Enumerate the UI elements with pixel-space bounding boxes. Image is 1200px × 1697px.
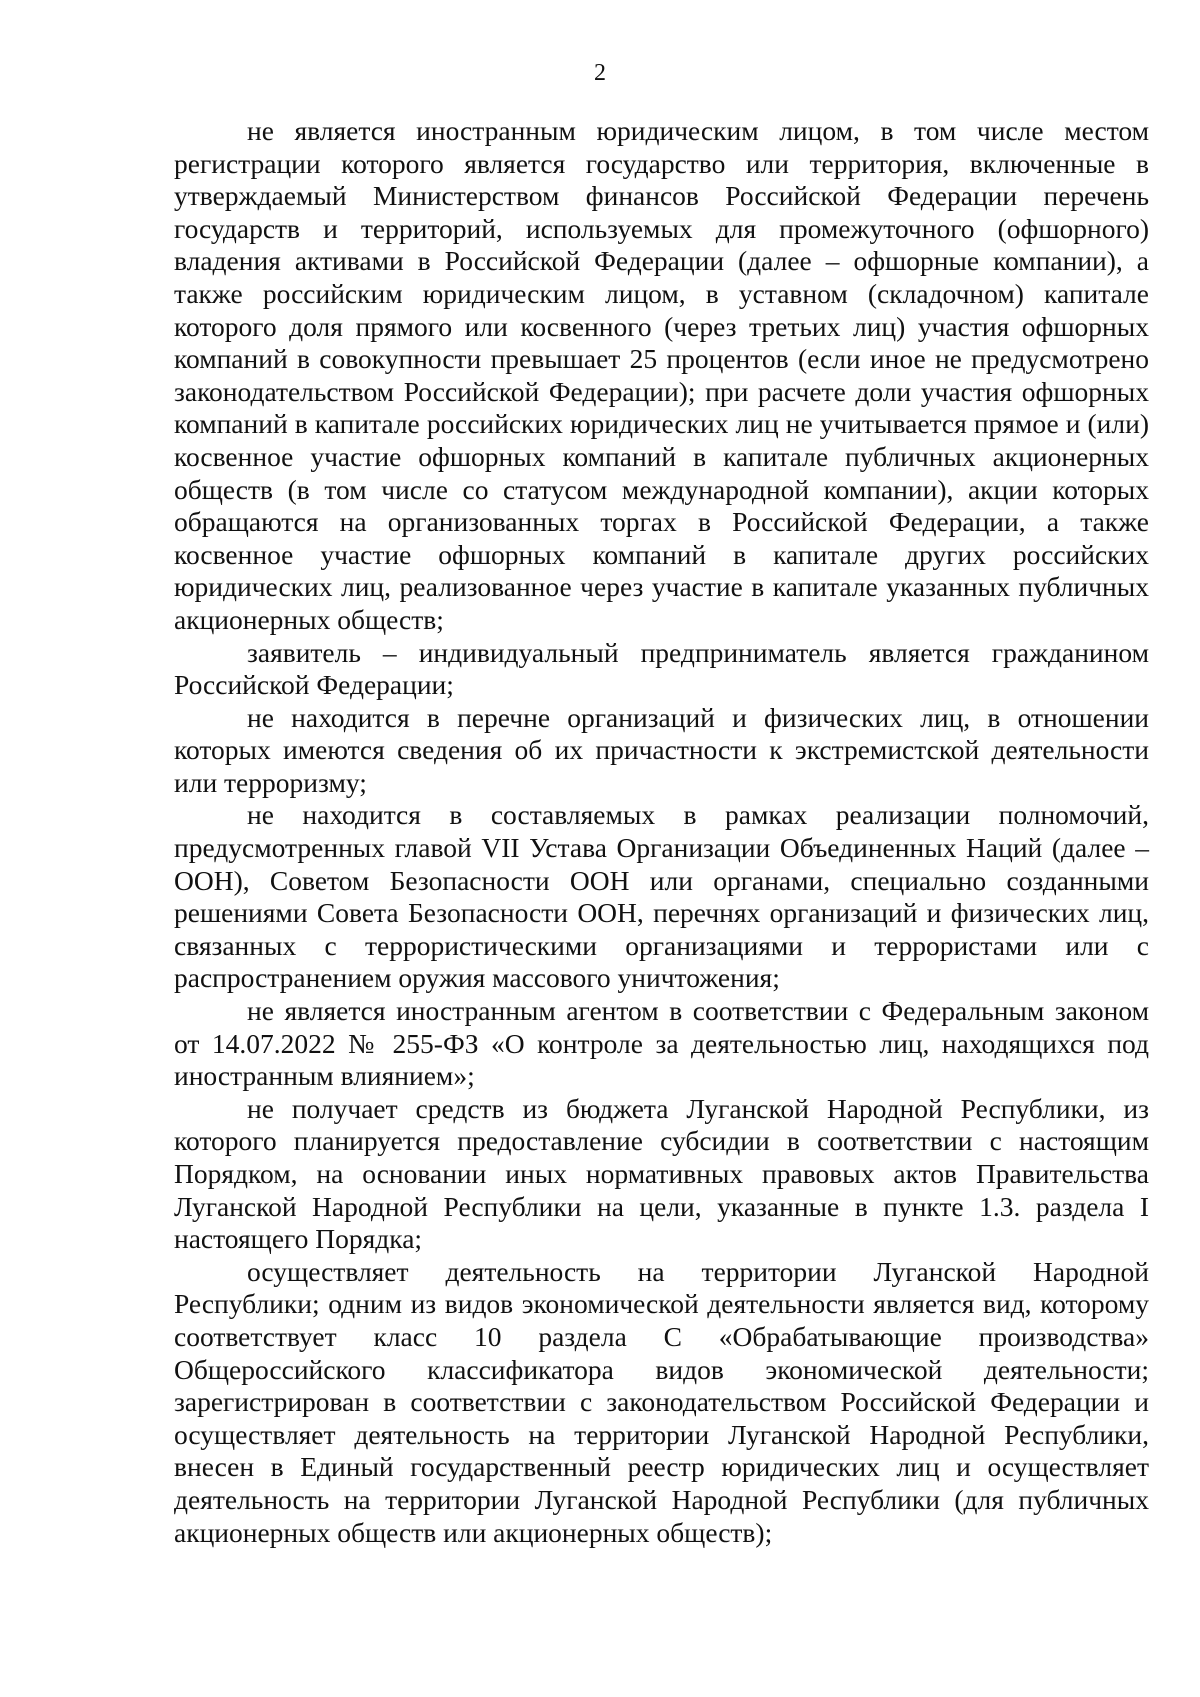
paragraph-offshore-criteria: не является иностранным юридическим лицом, в том числе местом регистрации которого является государство или территория, включенные в утверждаемый Министерством финансов Российской Федерации перечень государств и территорий, используемых для промежуточного (офшорного) владения активами в Российской Федерации (далее – офшорные компании), а также российским юридическим лицом, в уставном (складочном) капитале которого доля прямого или косвенного (через третьих лиц) участия офшорных компаний в совокупности превышает 25 процентов (если иное не предусмотрено законодательством Российской Федерации); при расчете доли участия офшорных компаний в капитале российских юридических лиц не учитывается прямое и (или) косвенное участие офшорных компаний в капитале публичных акционерных обществ (в том числе со статусом международной компании), акции которых обращаются на организованных торгах в Российской Федерации, а также косвенное участие офшорных компаний в капитале других российских юридических лиц, реализованное через участие в капитале указанных публичных акционерных обществ;: [174, 115, 1149, 635]
paragraph-activity-territory: осуществляет деятельность на территории Луганской Народной Республики; одним из видов экономической деятельности является вид, которому соответствует класс 10 раздела С «Обрабатывающие производства» Общероссийского классификатора видов экономической деятельности; зарегистрирован в соответствии с законодательством Российской Федерации и осуществляет деятельность на территории Луганской Народной Республики, внесен в Единый государственный реестр юридических лиц и осуществляет деятельность на территории Луганской Народной Республики (для публичных акционерных обществ или акционерных обществ);: [174, 1255, 1149, 1548]
paragraph-foreign-agent: не является иностранным агентом в соответствии с Федеральным законом от 14.07.2022 № 255-ФЗ «О контроле за деятельностью лиц, находящихся под иностранным влиянием»;: [174, 995, 1149, 1092]
paragraph-extremism-list: не находится в перечне организаций и физических лиц, в отношении которых имеются сведения об их причастности к экстремистской деятельности или терроризму;: [174, 701, 1149, 798]
paragraph-un-sanctions-list: не находится в составляемых в рамках реализации полномочий, предусмотренных главой VII Устава Организации Объединенных Наций (далее – ООН), Советом Безопасности ООН или органами, специально созданными решениями Совета Безопасности ООН, перечнях организаций и физических лиц, связанных с террористическими организациями и террористами или с распространением оружия массового уничтожения;: [174, 799, 1149, 994]
paragraph-citizenship: заявитель – индивидуальный предприниматель является гражданином Российской Федерации;: [174, 636, 1149, 701]
paragraph-budget-funds: не получает средств из бюджета Луганской Народной Республики, из которого планируется предоставление субсидии в соответствии с настоящим Порядком, на основании иных нормативных правовых актов Правительства Луганской Народной Республики на цели, указанные в пункте 1.3. раздела I настоящего Порядка;: [174, 1092, 1149, 1255]
page-number: 2: [594, 60, 606, 86]
document-body: [174, 115, 1149, 1549]
